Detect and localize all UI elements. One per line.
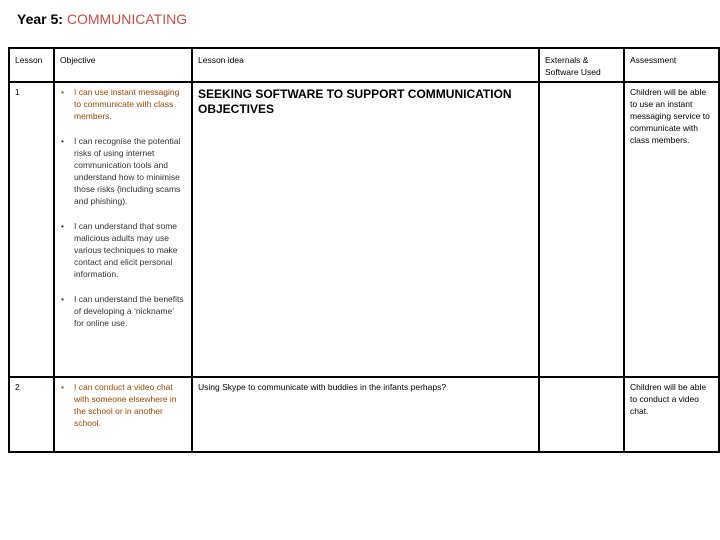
table-row — [9, 377, 719, 452]
header-lesson: Lesson — [9, 48, 54, 82]
externals-cell — [539, 377, 624, 452]
objective-cell — [54, 377, 192, 452]
table-row — [9, 82, 719, 377]
objective-item: • I can recognise the potential risks of using internet communication tools and understand how to minimise those risks (including scams and phishing). — [60, 135, 186, 207]
objective-item: • I can conduct a video chat with someone elsewhere in the school or in another school. — [60, 381, 186, 429]
page-title — [17, 11, 187, 27]
objective-list — [60, 86, 186, 329]
objective-list — [60, 381, 186, 429]
objective-item: • I can understand the benefits of developing a ‘nickname’ for online use. — [60, 293, 186, 329]
objective-item: • I can understand that some malicious adults may use various techniques to make contact and elicit personal information. — [60, 220, 186, 280]
lesson-idea-cell: Using Skype to communicate with buddies in the infants perhaps? — [192, 377, 539, 452]
lesson-idea-cell — [192, 82, 539, 377]
assessment-cell: Children will be able to conduct a video chat. — [624, 377, 719, 452]
header-objective: Objective — [54, 48, 192, 82]
lesson-number: 1 — [9, 82, 54, 377]
year-label: Year 5: — [17, 11, 63, 27]
header-assessment: Assessment — [624, 48, 719, 82]
table-header-row — [9, 48, 719, 82]
objective-cell — [54, 82, 192, 377]
header-externals: Externals & Software Used — [539, 48, 624, 82]
lesson-number: 2 — [9, 377, 54, 452]
subject-label: COMMUNICATING — [66, 11, 188, 27]
header-lesson-idea: Lesson idea — [192, 48, 539, 82]
assessment-cell: Children will be able to use an instant messaging service to communicate with class members. — [624, 82, 719, 377]
externals-cell — [539, 82, 624, 377]
objective-item: • I can use instant messaging to communicate with class members. — [60, 86, 186, 122]
lesson-idea-text: SEEKING SOFTWARE TO SUPPORT COMMUNICATION OBJECTIVES — [198, 87, 512, 116]
lesson-plan-table — [8, 47, 720, 453]
